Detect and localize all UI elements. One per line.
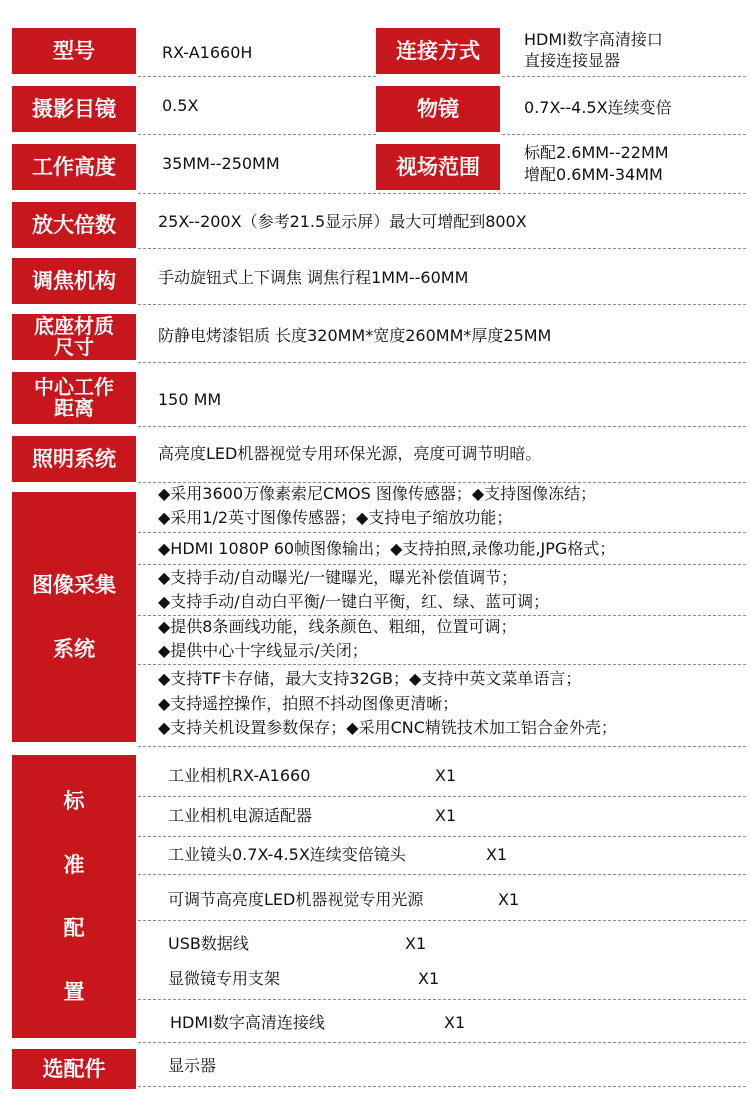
fov-label: [376, 144, 500, 190]
optional-accessories-value: 显示器: [168, 1056, 217, 1075]
working-height-label-text: 工作高度: [32, 154, 116, 179]
divider: [138, 874, 746, 875]
standard-item-qty: X1: [498, 890, 520, 909]
connection-value: [524, 26, 746, 76]
working-height-value: [162, 144, 372, 184]
lens-label: [12, 86, 136, 132]
standard-item-name: 工业相机电源适配器: [168, 806, 313, 825]
working-distance-label-line2: 距离: [54, 396, 94, 420]
divider: [138, 836, 746, 837]
divider: [138, 564, 746, 565]
imaging-system-label: [12, 492, 136, 742]
divider: [138, 193, 746, 194]
imaging-feature-line: ◆支持遥控操作，拍照不抖动图像更清晰；: [158, 694, 459, 713]
standard-config-label: [12, 755, 136, 1038]
standard-config-label-char: 准: [63, 852, 85, 877]
focus-value-text: 手动旋钮式上下调焦 调焦行程1MM--60MM: [158, 268, 469, 288]
base-label-line2: 尺寸: [54, 335, 94, 359]
model-value-text: RX-A1660H: [162, 43, 253, 63]
standard-item-name: 工业镜头0.7X-4.5X连续变倍镜头: [168, 845, 406, 864]
base-value-text: 防静电烤漆铝质 长度320MM*宽度260MM*厚度25MM: [158, 326, 552, 346]
connection-value-line1: HDMI数字高清接口: [524, 30, 663, 50]
objective-value-text: 0.7X--4.5X连续变倍: [524, 98, 672, 118]
divider: [138, 362, 746, 363]
working-distance-value-text: 150 MM: [158, 390, 222, 410]
standard-item-name: USB数据线: [168, 934, 249, 953]
magnification-value-text: 25X--200X（参考21.5显示屏）最大可增配到800X: [158, 212, 527, 232]
imaging-feature-line: ◆支持手动/自动曝光/一键曝光，曝光补偿值调节；: [158, 568, 518, 587]
lighting-label: [12, 436, 136, 482]
focus-value: [158, 258, 746, 298]
working-height-value-text: 35MM--250MM: [162, 154, 280, 174]
standard-item-qty: X1: [435, 766, 457, 785]
divider: [502, 76, 746, 77]
magnification-label-text: 放大倍数: [32, 212, 116, 237]
objective-label-text: 物镜: [417, 96, 459, 121]
divider: [138, 920, 746, 921]
objective-value: [524, 86, 746, 130]
standard-item-name: 工业相机RX-A1660: [168, 766, 311, 785]
fov-label-text: 视场范围: [396, 154, 480, 179]
working-height-label: [12, 144, 136, 190]
divider: [138, 304, 746, 305]
standard-config-label-char: 置: [63, 980, 85, 1005]
standard-item-name: HDMI数字高清连接线: [170, 1013, 325, 1032]
model-label-text: 型号: [53, 38, 95, 63]
divider: [138, 1042, 746, 1043]
imaging-feature-line: ◆支持手动/自动白平衡/一键白平衡，红、绿、蓝可调；: [158, 592, 550, 611]
standard-item-name: 可调节高亮度LED机器视觉专用光源: [168, 890, 424, 909]
divider: [138, 426, 746, 427]
standard-item-qty: X1: [444, 1013, 466, 1032]
divider: [138, 796, 746, 797]
working-distance-label-line1: 中心工作: [34, 375, 114, 399]
model-label: [12, 28, 136, 74]
divider: [138, 134, 376, 135]
base-label-line1: 底座材质: [34, 314, 114, 338]
focus-label: [12, 258, 136, 304]
divider: [138, 664, 746, 665]
divider: [138, 248, 746, 249]
magnification-label: [12, 202, 136, 248]
imaging-feature-line: ◆采用3600万像素索尼CMOS 图像传感器；◆支持图像冻结；: [158, 484, 597, 503]
lighting-value-text: 高亮度LED机器视觉专用环保光源，亮度可调节明暗。: [158, 444, 542, 464]
base-label: [12, 314, 136, 360]
magnification-value: [158, 202, 746, 242]
optional-accessories-label-text: 选配件: [42, 1056, 106, 1081]
standard-item-qty: X1: [418, 969, 440, 988]
lighting-label-text: 照明系统: [32, 446, 116, 471]
standard-item-qty: X1: [486, 845, 508, 864]
imaging-feature-line: ◆HDMI 1080P 60帧图像输出；◆支持拍照,录像功能,JPG格式；: [158, 539, 616, 558]
divider: [138, 746, 746, 747]
imaging-feature-line: ◆支持TF卡存储，最大支持32GB；◆支持中英文菜单语言；: [158, 669, 582, 688]
optional-accessories-label: [12, 1049, 136, 1089]
imaging-feature-line: ◆支持关机设置参数保存；◆采用CNC精铣技术加工铝合金外壳；: [158, 718, 617, 737]
base-value: [158, 316, 746, 356]
fov-value: [524, 138, 746, 190]
standard-item-name: 显微镜专用支架: [168, 969, 281, 988]
lighting-value: [158, 434, 746, 474]
imaging-feature-line: ◆提供8条画线功能，线条颜色、粗细，位置可调；: [158, 617, 517, 636]
imaging-feature-line: ◆提供中心十字线显示/关闭；: [158, 641, 368, 660]
fov-value-line1: 标配2.6MM--22MM: [524, 142, 669, 162]
connection-label-text: 连接方式: [396, 38, 480, 63]
divider: [138, 1086, 746, 1087]
divider: [138, 999, 746, 1000]
standard-config-label-char: 配: [63, 916, 85, 941]
standard-item-qty: X1: [405, 934, 427, 953]
connection-value-line2: 直接连接显器: [524, 51, 621, 70]
imaging-feature-line: ◆采用1/2英寸图像传感器；◆支持电子缩放功能；: [158, 508, 513, 527]
working-distance-label: [12, 372, 136, 424]
focus-label-text: 调焦机构: [32, 268, 116, 293]
lens-value: [162, 86, 362, 126]
fov-value-line2: 增配0.6MM-34MM: [524, 165, 663, 184]
lens-label-text: 摄影目镜: [32, 96, 116, 121]
objective-label: [376, 86, 500, 132]
working-distance-value: [158, 380, 458, 420]
model-value: [162, 28, 362, 78]
standard-config-label-char: 标: [63, 788, 85, 813]
standard-item-qty: X1: [435, 806, 457, 825]
divider: [138, 532, 746, 533]
lens-value-text: 0.5X: [162, 96, 199, 116]
divider: [502, 134, 746, 135]
imaging-system-label-line2: 系统: [53, 637, 95, 661]
divider: [138, 76, 376, 77]
imaging-system-label-line1: 图像采集: [32, 572, 116, 597]
connection-label: [376, 28, 500, 74]
